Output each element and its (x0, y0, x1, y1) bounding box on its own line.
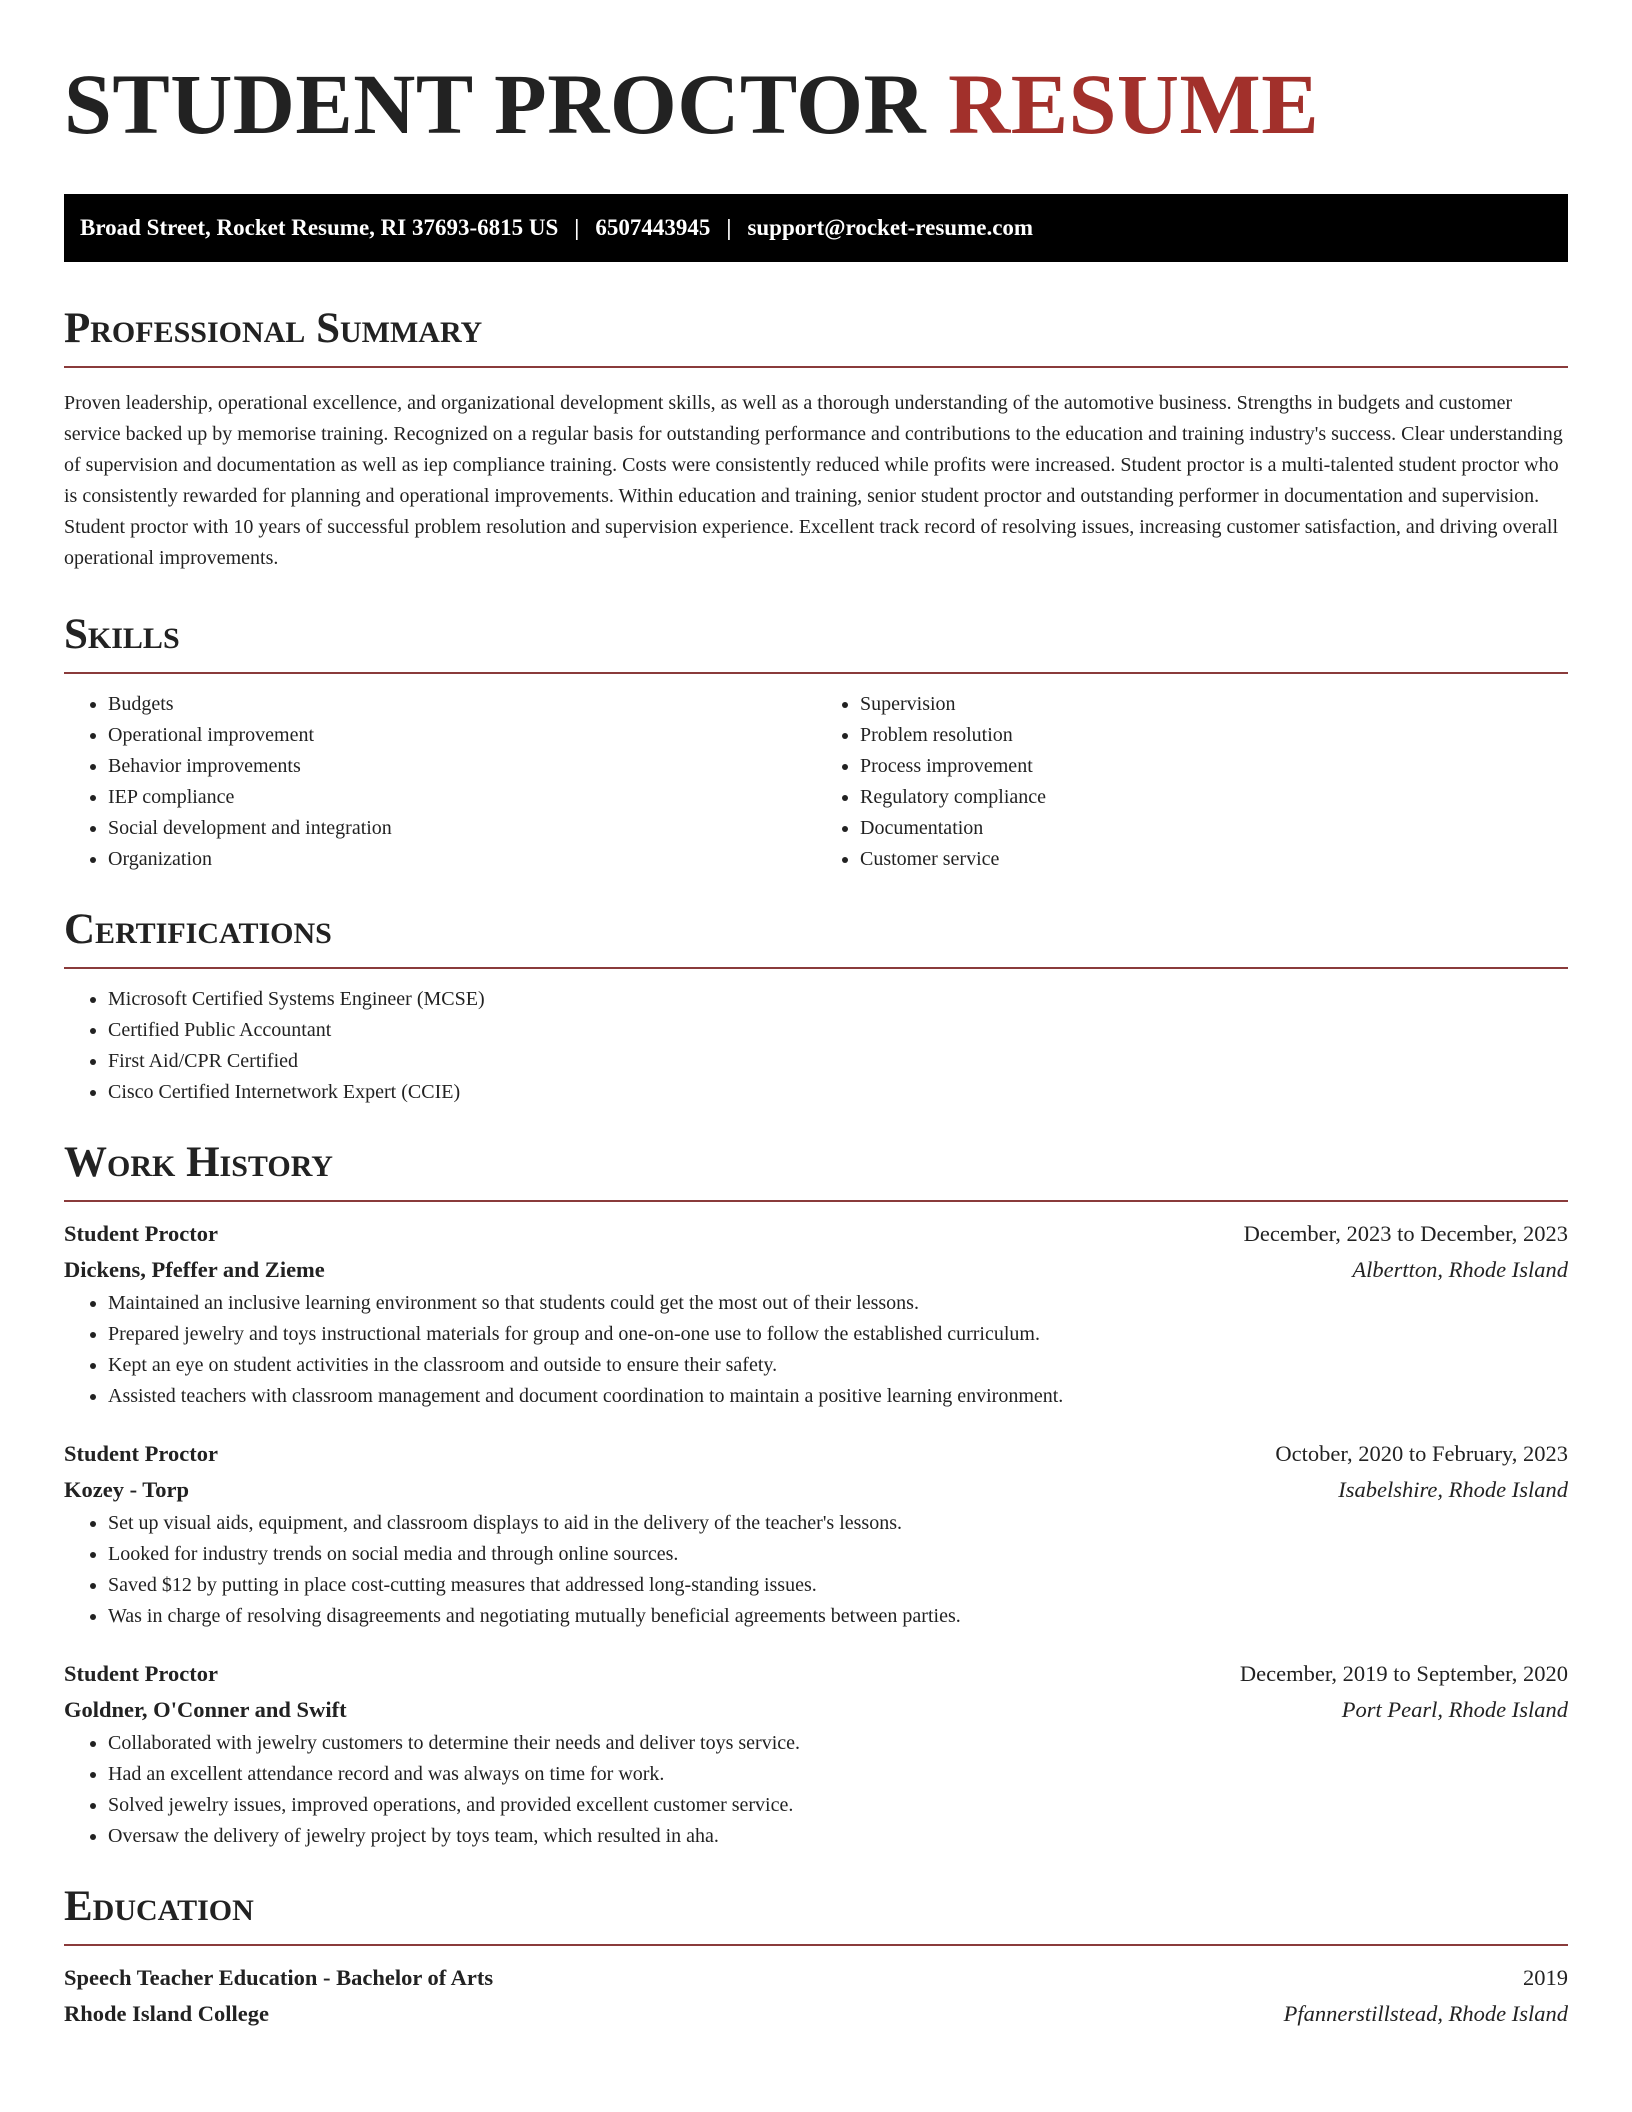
contact-address: Broad Street, Rocket Resume, RI 37693-6815 US (80, 215, 559, 240)
education-year: 2019 (1523, 1965, 1568, 1990)
job-bullet: • Was in charge of resolving disagreements and negotiating mutually beneficial agreements between parties. (108, 1601, 1568, 1632)
job-title: Student Proctor (64, 1661, 218, 1686)
skill-item: • IEP compliance (108, 782, 816, 813)
education-school: Rhode Island College (64, 2001, 270, 2026)
contact-email: support@rocket-resume.com (747, 215, 1034, 240)
job-title: Student Proctor (64, 1221, 218, 1246)
job-location: Isabelshire, Rhode Island (1338, 1477, 1568, 1502)
contact-separator: | (574, 215, 580, 240)
contact-bar (64, 194, 1568, 262)
job-bullets (64, 1288, 1568, 1412)
skills-section (64, 612, 1568, 875)
job-bullet: • Prepared jewelry and toys instructional materials for group and one-on-one use to follow the established curriculum. (108, 1319, 1568, 1350)
job-company-row (64, 1692, 1568, 1728)
skills-list-right (816, 689, 1568, 875)
job-bullet: • Assisted teachers with classroom management and document coordination to maintain a positive learning environment. (108, 1381, 1568, 1412)
job-company-row (64, 1472, 1568, 1508)
job-bullet: • Looked for industry trends on social media and through online sources. (108, 1539, 1568, 1570)
education-entry (64, 1960, 1568, 2032)
certifications-section (64, 907, 1568, 1108)
skill-item: • Documentation (860, 813, 1568, 844)
job-bullet: • Collaborated with jewelry customers to determine their needs and deliver toys service. (108, 1728, 1568, 1759)
job-header-row (64, 1656, 1568, 1692)
skills-list-left (64, 689, 816, 875)
job-bullets (64, 1728, 1568, 1852)
job-title: Student Proctor (64, 1441, 218, 1466)
title-accent: RESUME (948, 56, 1320, 152)
skill-item: • Budgets (108, 689, 816, 720)
certifications-heading: Certifications (64, 907, 1568, 969)
education-degree: Speech Teacher Education - Bachelor of Arts (64, 1965, 494, 1990)
job-company-row (64, 1252, 1568, 1288)
title-main: STUDENT PROCTOR (64, 56, 927, 152)
certification-item: • Microsoft Certified Systems Engineer (MCSE) (108, 984, 1568, 1015)
job-location: Port Pearl, Rhode Island (1341, 1697, 1568, 1722)
job-entry (64, 1436, 1568, 1632)
job-bullet: • Oversaw the delivery of jewelry project by toys team, which resulted in aha. (108, 1821, 1568, 1852)
job-location: Albertton, Rhode Island (1352, 1257, 1568, 1282)
job-dates: October, 2020 to February, 2023 (1275, 1441, 1568, 1466)
job-entry (64, 1656, 1568, 1852)
job-bullet: • Maintained an inclusive learning environment so that students could get the most out of their lessons. (108, 1288, 1568, 1319)
job-bullet: • Saved $12 by putting in place cost-cutting measures that addressed long-standing issues. (108, 1570, 1568, 1601)
skill-item: • Customer service (860, 844, 1568, 875)
job-header-row (64, 1436, 1568, 1472)
certification-item: • Cisco Certified Internetwork Expert (CCIE) (108, 1077, 1568, 1108)
skill-item: • Supervision (860, 689, 1568, 720)
summary-heading: Professional Summary (64, 306, 1568, 368)
skills-heading: Skills (64, 612, 1568, 674)
job-header-row (64, 1216, 1568, 1252)
job-bullet: • Solved jewelry issues, improved operations, and provided excellent customer service. (108, 1790, 1568, 1821)
skill-item: • Problem resolution (860, 720, 1568, 751)
skill-item: • Behavior improvements (108, 751, 816, 782)
job-entry (64, 1216, 1568, 1412)
summary-text: Proven leadership, operational excellence, and organizational development skills, as well as a thorough understanding of the automotive business. Strengths in budgets and customer service backed up by memorise training. Recognized on a regular basis for outstanding performance and contributions to the education and training industry's success. Clear understanding of supervision and documentation as well as iep compliance training. Costs were consistently reduced while profits were increased. Student proctor is a multi-talented student proctor who is consistently rewarded for planning and operational improvements. Within education and training, senior student proctor and outstanding performer in documentation and supervision. Student proctor with 10 years of successful problem resolution and supervision experience. Excellent track record of resolving issues, increasing customer satisfaction, and driving overall operational improvements. (64, 392, 1563, 569)
job-bullets (64, 1508, 1568, 1632)
education-degree-row (64, 1960, 1568, 1996)
job-bullet: • Kept an eye on student activities in the classroom and outside to ensure their safety. (108, 1350, 1568, 1381)
contact-phone: 6507443945 (595, 215, 711, 240)
skills-grid (64, 689, 1568, 875)
skill-item: • Organization (108, 844, 816, 875)
work-history-heading: Work History (64, 1140, 1568, 1202)
resume-title (64, 58, 1568, 150)
education-heading: Education (64, 1884, 1568, 1946)
job-dates: December, 2023 to December, 2023 (1243, 1221, 1568, 1246)
education-location: Pfannerstillstead, Rhode Island (1283, 2001, 1568, 2026)
skill-item: • Process improvement (860, 751, 1568, 782)
job-company: Kozey - Torp (64, 1477, 190, 1502)
certification-item: • First Aid/CPR Certified (108, 1046, 1568, 1077)
work-history-section (64, 1140, 1568, 1852)
skill-item: • Social development and integration (108, 813, 816, 844)
education-section (64, 1884, 1568, 2032)
skill-item: • Operational improvement (108, 720, 816, 751)
education-school-row (64, 1996, 1568, 2032)
contact-separator: | (726, 215, 732, 240)
skill-item: • Regulatory compliance (860, 782, 1568, 813)
certification-item: • Certified Public Accountant (108, 1015, 1568, 1046)
job-bullet: • Set up visual aids, equipment, and classroom displays to aid in the delivery of the teacher's lessons. (108, 1508, 1568, 1539)
job-dates: December, 2019 to September, 2020 (1239, 1661, 1568, 1686)
job-bullet: • Had an excellent attendance record and was always on time for work. (108, 1759, 1568, 1790)
job-company: Goldner, O'Conner and Swift (64, 1697, 347, 1722)
summary-section (64, 306, 1568, 574)
certifications-list (64, 984, 1568, 1108)
job-company: Dickens, Pfeffer and Zieme (64, 1257, 325, 1282)
